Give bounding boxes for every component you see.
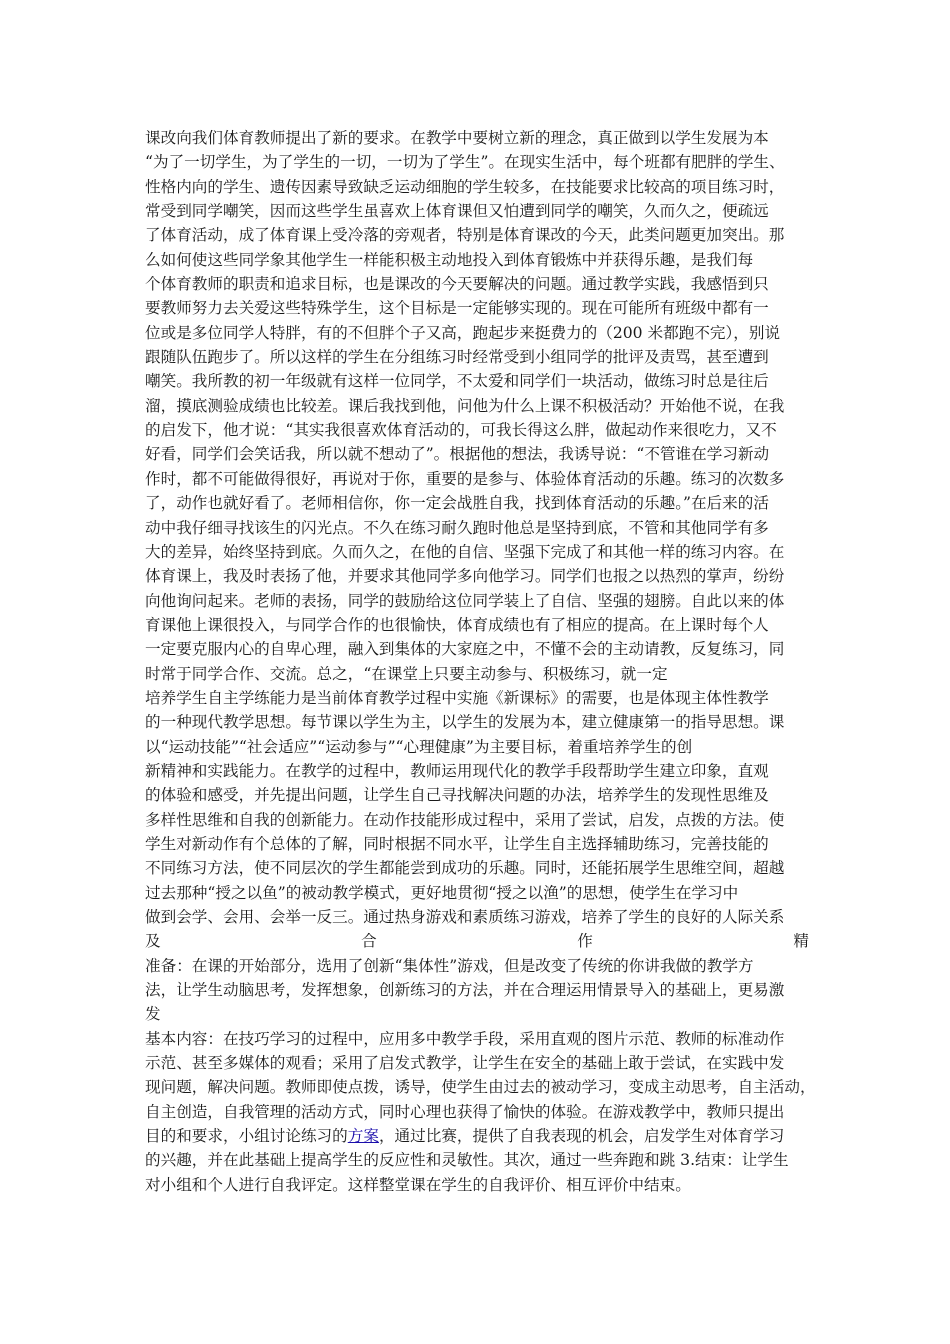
text-line: 一定要克服内心的自卑心理，融入到集体的大家庭之中，不懂不会的主动请教，反复练习，同 — [145, 640, 785, 659]
text-line: 作时，都不可能做得很好，再说对于你，重要的是参与、体验体育活动的乐趣。练习的次数多 — [145, 469, 785, 488]
link-line-before: 目的和要求，小组讨论练习的 — [145, 1127, 348, 1146]
text-line: 了体育活动，成了体育课上受冷落的旁观者，特别是体育课改的今天，此类问题更加突出。那 — [145, 226, 785, 245]
paragraph-student-care — [145, 126, 809, 929]
link-line-after: ，通过比赛，提供了自我表现的机会，启发学生对体育学习 — [378, 1127, 785, 1146]
text-line: 学生对新动作有个总体的了解，同时根据不同水平，让学生自主选择辅助练习，完善技能的 — [145, 834, 769, 853]
gap-word-3: 作 — [577, 932, 593, 951]
text-line: 发 — [145, 1005, 161, 1024]
text-line: 嘲笑。我所教的初一年级就有这样一位同学，不太爱和同学们一块活动，做练习时总是往后 — [145, 372, 769, 391]
text-line: 准备：在课的开始部分，选用了创新“集体性”游戏，但是改变了传统的你讲我做的教学方 — [145, 956, 754, 975]
text-line: 现问题，解决问题。教师即使点拨，诱导，使学生由过去的被动学习，变成主动思考，自主活动， — [145, 1078, 816, 1097]
text-line: 过去那种“授之以鱼”的被动教学模式，更好地贯彻“授之以渔”的思想，使学生在学习中 — [145, 883, 739, 902]
paragraph-ending — [145, 1148, 809, 1197]
text-line: 溜，摸底测验成绩也比较差。课后我找到他，问他为什么上课不积极活动？开始他不说，在我 — [145, 396, 785, 415]
document-body — [145, 126, 816, 1197]
text-line: 课改向我们体育教师提出了新的要求。在教学中要树立新的理念，真正做到以学生发展为本 — [145, 129, 769, 147]
gap-word-4: 精 — [793, 932, 809, 951]
text-line: 对小组和个人进行自我评定。这样整堂课在学生的自我评价、相互评价中结束。 — [145, 1175, 691, 1194]
text-line: 的一种现代教学思想。每节课以学生为主，以学生的发展为本，建立健康第一的指导思想。课 — [145, 713, 785, 732]
text-line: 动中我仔细寻找该生的闪光点。不久在练习耐久跑时他总是坚持到底，不管和其他同学有多 — [145, 518, 769, 537]
text-line: 位或是多位同学人特胖，有的不但胖个子又高，跑起步来挺费力的（200 米都跑不完），别说 — [145, 323, 781, 342]
text-line: 做到会学、会用、会举一反三。通过热身游戏和素质练习游戏，培养了学生的良好的人际关系 — [145, 908, 785, 926]
text-line: 多样性思维和自我的创新能力。在动作技能形成过程中，采用了尝试，启发，点拨的方法。使 — [145, 810, 785, 829]
text-line: 以“运动技能”“社会适应”“运动参与”“心理健康”为主要目标，着重培养学生的创 — [145, 737, 693, 756]
text-line: 育课他上课很投入，与同学合作的也很愉快，体育成绩也有了相应的提高。在上课时每个人 — [145, 615, 769, 634]
text-line: 的体验和感受，并先提出问题，让学生自己寻找解决问题的办法，培养学生的发现性思维及 — [145, 786, 769, 805]
text-line: 要教师努力去关爱这些特殊学生，这个目标是一定能够实现的。现在可能所有班级中都有一 — [145, 299, 769, 318]
text-line: 的启发下，他才说：“其实我很喜欢体育活动的，可我长得这么胖，做起动作来很吃力，又不 — [145, 421, 777, 440]
text-line: 性格内向的学生、遗传因素导致缺乏运动细胞的学生较多，在技能要求比较高的项目练习时， — [145, 177, 785, 196]
gap-word-2: 合 — [361, 932, 377, 951]
text-line: 示范、甚至多媒体的观看；采用了启发式教学，让学生在安全的基础上敢于尝试，在实践中发 — [145, 1054, 785, 1073]
plan-link[interactable]: 方案 — [347, 1127, 379, 1146]
text-line: 了，动作也就好看了。老师相信你，你一定会战胜自我，找到体育活动的乐趣。”在后来的活 — [145, 494, 769, 513]
text-line: 体育课上，我及时表扬了他，并要求其他同学多向他学习。同学们也报之以热烈的掌声，纷纷 — [145, 567, 785, 586]
text-line: 常受到同学嘲笑，因而这些学生虽喜欢上体育课但又怕遭到同学的嘲笑，久而久之，便疏远 — [145, 202, 769, 221]
text-line-with-link — [145, 1124, 809, 1148]
text-line: 的兴趣，并在此基础上提高学生的反应性和灵敏性。其次，通过一些奔跑和跳 3.结束：让学生 — [145, 1151, 789, 1170]
text-line: 跟随队伍跑步了。所以这样的学生在分组练习时经常受到小组同学的批评及责骂，甚至遭到 — [145, 348, 769, 367]
text-line: 法，让学生动脑思考，发挥想象，创新练习的方法，并在合理运用情景导入的基础上，更易激 — [145, 981, 785, 1000]
text-line: 培养学生自主学练能力是当前体育教学过程中实施《新课标》的需要，也是体现主体性教学 — [145, 688, 769, 707]
text-line: “为了一切学生，为了学生的一切，一切为了学生”。在现实生活中，每个班都有肥胖的学生、 — [145, 153, 785, 172]
text-line: 大的差异，始终坚持到底。久而久之，在他的自信、坚强下完成了和其他一样的练习内容。在 — [145, 542, 785, 561]
paragraph-gap-line — [145, 929, 809, 953]
text-line: 新精神和实践能力。在教学的过程中，教师运用现代化的教学手段帮助学生建立印象，直观 — [145, 761, 769, 780]
text-line: 不同练习方法，使不同层次的学生都能尝到成功的乐趣。同时，还能拓展学生思维空间，超越 — [145, 859, 785, 878]
text-line: 自主创造，自我管理的活动方式，同时心理也获得了愉快的体验。在游戏教学中，教师只提出 — [145, 1102, 785, 1121]
text-line: 好看，同学们会笑话我，所以就不想动了”。根据他的想法，我诱导说：“不管谁在学习新动 — [145, 445, 770, 464]
paragraph-preparation — [145, 954, 816, 1124]
text-line: 向他询问起来。老师的表扬，同学的鼓励给这位同学装上了自信、坚强的翅膀。自此以来的体 — [145, 591, 785, 610]
text-line: 个体育教师的职责和追求目标，也是课改的今天要解决的问题。通过教学实践，我感悟到只 — [145, 275, 769, 294]
gap-word-1: 及 — [145, 932, 161, 951]
text-line: 么如何使这些同学象其他学生一样能积极主动地投入到体育锻炼中并获得乐趣，是我们每 — [145, 250, 754, 269]
text-line: 基本内容：在技巧学习的过程中，应用多中教学手段，采用直观的图片示范、教师的标准动作 — [145, 1029, 785, 1048]
text-line: 时常于同学合作、交流。总之，“在课堂上只要主动参与、积极练习，就一定 — [145, 664, 668, 683]
